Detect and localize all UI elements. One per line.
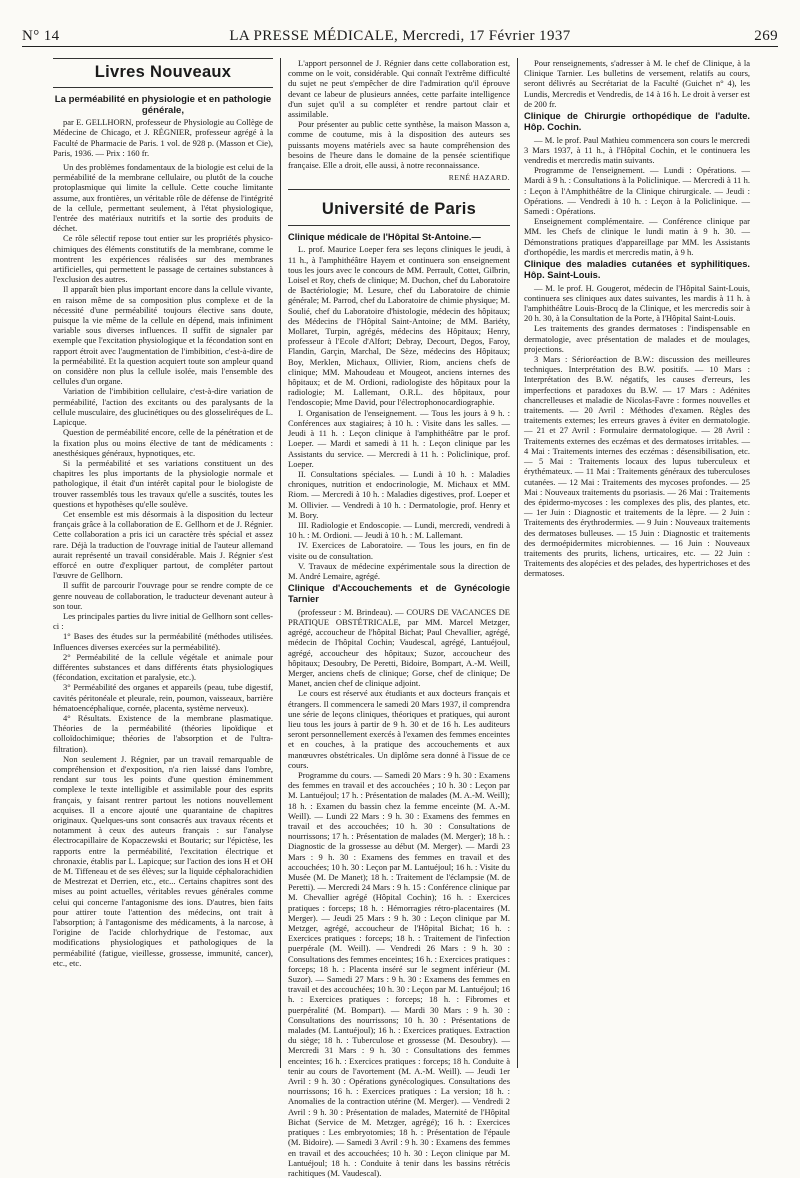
review-paragraph: Ce rôle sélectif repose tout entier sur les propriétés physico-chimiques des éléments constitutifs de la membrane, comme le montrent les expériences réalisées sur des membranes artificielles, qui permettent le passage de certaines substances à l'exclusion des autres.: [53, 233, 273, 285]
clinic-paragraph: Le cours est réservé aux étudiants et aux docteurs français et étrangers. Il commencera le samedi 20 Mars 1937, il comprendra une série de leçons cliniques, théoriques et pratiques, qui auront lieu tous les jours à partir de 9 h. 30 et de 16 h. Les auditeurs seront personnellement exercés à l'examen des femmes enceintes et en couches, à la pratique des accouchements et aux manœuvres obstétricales. Un diplôme sera donné à l'issue de ce cours.: [288, 688, 510, 770]
clinic-paragraph: Programme de l'enseignement. — Lundi : Opérations. — Mardi à 9 h. : Consultations à la Policlinique. — Mercredi à 11 h. : Leçon à l'Amphithéâtre de la Clinique chirurgicale. — Jeudi : Opérations. — Vendredi à 10 h. : Leçon à la Policlinique. — Samedi : Opérations.: [524, 165, 750, 217]
issue-number: N° 14: [22, 28, 60, 44]
clinic-paragraph: Programme du cours. — Samedi 20 Mars : 9 h. 30 : Examens des femmes en travail et des accouchées ; 10 h. 30 : Leçon par M. Lantuéjoul; 17 h. : Présentation de malades (M. A.-M. Weill); 18 h. : Examen du bassin chez la femme enceinte (M. A.-M. Weill). — Lundi 22 Mars : 9 h. 30 : Examens des femmes en travail et des accouchées; 10 h. 30 : Consultations de nourrissons; 17 h. : Présentation de malades (M. Merger); 18 h. : Diagnostic de la grossesse au début (M. Merger). — Mardi 23 Mars : 9 h. 30 : Examens des femmes en travail et des accouchées; 10 h. 30 : Leçon par M. Lantuéjoul; 16 h. : Visite du Musée (M. De Manet); 18 h. : Traitement de l'éclampsie (M. de Peretti). — Mercredi 24 Mars : 9 h. 15 : Conférence clinique par M. Chevallier agrégé (Hôpital Cochin); 16 h. : Exercices pratiques : forceps; 18 h. : Hémorragies rétro-placentaires (M. Merger). — Jeudi 25 Mars : 9 h. 30 : Leçon clinique par M. Metzger, agrégé, accoucheur de l'Hôpital Bichat; 16 h. : Exercices pratiques : forceps; 18 h. : Traitement de l'infection puerpérale (M. Weill). — Vendredi 26 Mars : 9 h. 30 : Consultations des femmes enceintes; 16 h. : Exercices pratiques : forceps; 18 h. : Placenta inséré sur le segment inférieur (M. Suzor). — Samedi 27 Mars : 9 h. 30 : Examens des femmes en travail et des accouchées; 10 h. 30 : Leçon par M. Lantuéjoul; 16 h. : Exercices pratiques : forceps; 18 h. : Fibromes et puerpéralité (M. Bompart). — Mardi 30 Mars : 9 h. 30 : Consultations des nourrissons; 10 h. 30 : Présentations de malades (M. Lantuéjoul); 16 h. : Exercices pratiques. Extraction du siège; 18 h. : Tuberculose et grossesse (M. Desoubry). — Mercredi 31 Mars : 9 h. 30 : Consultations des femmes enceintes; 16 h. : Exercices pratiques : forceps; 18 h. Conduite à tenir au cours de l'avortement (M. A.-M. Weill). — Jeudi 1er Avril : 9 h. 30 : Opérations gynécologiques. Consultations des nourrissons; 16 h. : Exercices pratiques : La version; 18 h. : Anomalies de la contraction utérine (M. Merger). — Vendredi 2 Avril : 9 h. 30 : Présentation de malades, Maternité de l'Hôpital Bichat (Service de M. Metzger, agrégé); 16 h. : Exercices pratiques : Les embryotomies; 18 h. : Présentation de l'épaule (M. Bidoire). — Samedi 3 Avril : 9 h. 30 : Examens des femmes en travail et des accouchées; 10 h. 30 : Leçon clinique par M. Lantuéjoul; 18 h. : Conduite à tenir dans les bassins rétrécis rachitiques (M. Vaudescal).: [288, 769, 510, 1178]
section-rule: [288, 225, 510, 226]
clinic-paragraph: L. prof. Maurice Loeper fera ses leçons cliniques le jeudi, à 11 h., à l'amphithéâtre Hayem et continuera son enseignement tous les jours avec le concours de MM. Perrault, Cottet, Gilbrin, Loisel et Roy, chefs de clinique; M. Duchon, chef du Laboratoire de Bactériologie; M. Lesure, chef du Laboratoire de chimie générale; M. Parrod, chef du Laboratoire de chimie physique; M. Soulié, chef du Laboratoire d'histologie, médecin des hôpitaux; des Médecins de l'Hôpital Saint-Antoine; de MM. Bariéty, Mollaret, Turpin, agrégés, médecins des Hôpitaux; Henry, professeur à l'Ecole d'Alfort; Debray, Decourt, Degos, Faroy, Flandin, Garçin, Marchal, De Sèze, médecins des Hôpitaux; Boy, Merklen, Michaux, Ollivier, Riom, anciens chefs de clinique; MM. Mahoudeau et Mougeot, anciens internes des hôpitaux; et de M. Ordioni, radiologiste des hôpitaux pour la radiologie; M. Lallemant, O.R.L. des hôpitaux, pour l'endoscopie; Mme David, pour l'électrophonocardiographie.: [288, 244, 510, 408]
review-paragraph: Si la perméabilité et ses variations constituent un des chapitres les plus importants de la physiologie normale et pathologique, il était d'un intérêt capital pour le biologiste de trouver rassemblés tous les travaux qu'elle a suscités, toutes les questions et hypothèses qu'elle soulève.: [53, 457, 273, 509]
book-title: La perméabilité en physiologie et en pathologie générale,: [54, 94, 272, 117]
clinic-heading: Clinique de Chirurgie orthopédique de l'adulte. Hôp. Cochin.: [524, 111, 750, 132]
review-paragraph: Il apparaît bien plus important encore dans la cellule vivante, en raison même de sa composition plus complexe et de la nécessité d'une perméabilité toujours élective sans doute, puisque la vie même de la cellule en dépend, mais infiniment variable sous diverses influences. Il suffit de signaler par exemple que l'excitation physiologique et la fécondation sont en rapport étroit avec l'augmentation de l'imbibition, c'est-à-dire de la perméabilité. Et la question acquiert toute son ampleur quand on considère non plus la cellule isolée, mais l'ensemble des cellules d'un organe.: [53, 284, 273, 387]
review-paragraph: 2° Perméabilité de la cellule végétale et animale pour différentes substances et dans différents états physiologiques (fécondation, excitation et paralysie, etc.).: [53, 651, 273, 683]
clinic-heading: Clinique médicale de l'Hôpital St-Antoine.—: [288, 231, 481, 242]
clinic-paragraph: V. Travaux de médecine expérimentale sous la direction de M. André Lemaire, agrégé.: [288, 560, 510, 581]
review-paragraph: Les principales parties du livre initial de Gellhorn sont celles-ci :: [53, 610, 273, 632]
review-paragraph: Variation de l'imbibition cellulaire, c'est-à-dire variation de perméabilité, l'action des excitants ou des paralysants de la cellule musculaire, des glucinétiques ou des glosseliréques de L. Lapicque.: [53, 386, 273, 428]
review-paragraph: 3° Perméabilité des organes et appareils (peau, tube digestif, cavités péritonéale et pleurale, rein, poumon, vaisseaux, barrière hématoencéphalique, cornée, placenta, système nerveux).: [53, 682, 273, 713]
section-rule: [53, 87, 273, 88]
review-paragraph: 4° Résultats. Existence de la membrane plasmatique. Théories de la perméabilité (théories lipoïdique et colloïdochimique; théories de l'absorption et de l'ultra-filtration).: [53, 712, 273, 754]
page-header: [22, 24, 778, 46]
review-signature: RENÉ HAZARD.: [448, 173, 510, 183]
clinic-paragraph: — M. le prof. H. Gougerot, médecin de l'Hôpital Saint-Louis, continuera ses cliniques aux dates suivantes, les mardis à 11 h. à l'amphithéâtre Louis-Brocq de la Clinique, et les mercredis soir à 20 h. 30, à la Consultation de la Porte, à l'Hôpital Saint-Louis.: [524, 282, 750, 324]
clinic-paragraph: I. Organisation de l'enseignement. — Tous les jours à 9 h. : Conférences aux stagiaires; à 10 h. : Visite dans les salles. — Jeudi à 11 h. : Leçon clinique à l'amphithéâtre par le prof. Loeper. — Mardi et samedi à 11 h. : Leçon clinique par les Assistants du service. — Mercredi à 11 h. : Policlinique, prof. Loeper.: [288, 407, 510, 469]
header-rule: [22, 46, 778, 47]
clinic-paragraph: Les traitements des grandes dermatoses : l'indispensable en dermatologie, avec présentation de malades et de moulages, projections.: [524, 323, 750, 354]
column-divider: [280, 58, 281, 1068]
column-divider: [517, 58, 518, 1068]
clinic-paragraph: Pour renseignements, s'adresser à M. le chef de Clinique, à la Clinique Tarnier. Les bulletins de versement, relatifs au cours, seront délivrés au Secrétariat de la Faculté (Guichet n° 4), les Lundis, Mercredis et Vendredis, de 14 à 16 h. Le droit à verser est de 200 fr.: [524, 58, 750, 109]
column-1: [53, 58, 273, 1068]
journal-title: LA PRESSE MÉDICALE, Mercredi, 17 Février 1937: [229, 28, 571, 44]
livres-section-title: Livres Nouveaux: [94, 63, 232, 81]
clinic-heading: Clinique des maladies cutanées et syphilitiques. Hôp. Saint-Louis.: [524, 259, 750, 280]
clinic-paragraph: II. Consultations spéciales. — Lundi à 10 h. : Maladies chroniques, nutrition et endocrinologie, M. Michaux et MM. Riom. — Mercredi à 10 h. : Maladies digestives, prof. Loeper et M. Ollivier. — Vendredi à 10 h. : Dermatologie, prof. Henry et M. Bory.: [288, 468, 510, 520]
review-paragraph: Question de perméabilité encore, celle de la pénétration et de la fixation plus ou moins élective de tant de médicaments : anesthésiques généraux, hypnotiques, etc.: [53, 427, 273, 458]
column-2: [288, 58, 510, 1178]
clinic-paragraph: III. Radiologie et Endoscopie. — Lundi, mercredi, vendredi à 10 h. : M. Ordioni. — Jeudi à 10 h. : M. Lallemant.: [288, 519, 510, 541]
review-paragraph: Il suffit de parcourir l'ouvrage pour se rendre compte de ce genre nouveau de collaboration, le traducteur devenant auteur à son tour.: [53, 580, 273, 611]
clinic-paragraph: — M. le prof. Paul Mathieu commencera son cours le mercredi 3 Mars 1937, à 11 h., à l'Hôpital Cochin, et le continuera les vendredis et mercredis matin suivants.: [524, 134, 750, 166]
clinic-paragraph: 3 Mars : Sérioréaction de B.W.: discussion des meilleures techniques. Interprétation des B.W. positifs. — 10 Mars : Interprétation des B.W. négatifs, les causes d'erreurs, les imperfections et paradoxes du B.W. — 17 Mars : Adénites chancrelleuses et maladie de Nicolas-Favre : formes nouvelles et traitements. — 20 Avril : Méthodes d'examen. Règles des traitements externes; les erreurs graves à éviter en dermatologie. — 21 et 27 Avril : Formulaire dermatologique. — 28 Avril : Traitements externes des eczémas et des dermatoses irritables. — 4 Mai : Traitements internes des eczémas : désensibilisation, etc. — 5 Mai : Traitements locaux des lupus tuberculeux et érythémateux. — 11 Mai : Traitements généraux des tuberculoses cutanées. — 12 Mai : Traitements des mycoses profondes. — 25 Mai : Nouveaux traitements du psoriasis. — 26 Mai : Traitements des épidermo-mycoses : les complexes des plis, des plantes, etc. — 1er Juin : Diagnostic et traitements de la lèpre. — 2 Juin : Traitements des érythrodermies. — 9 Juin : Nouveaux traitements des dermatoses bulleuses. — 15 Juin : Diagnostic et traitements des dermoépidermites microbiennes. — 16 Juin : Nouveaux traitements des prurits, lichens, urticaires, etc. — 22 Juin : Traitements des alopécies et des pelades, des hypertrichoses et des dermatoses.: [524, 354, 750, 579]
clinic-paragraph: (professeur : M. Brindeau). — COURS DE VACANCES DE PRATIQUE OBSTÉTRICALE, par MM. Marcel Metzger, agrégé, accoucheur de l'hôpital Bichat; Paul Chevallier, agrégé, médecin de l'hôpital Cochin; Vaudescal, agrégé, Lantuéjoul, agrégé, accoucheur des hôpitaux; Suzor, accoucheur des hôpitaux; Desoubry, De Peretti, Bidoire, Bompart, A.-M. Weill, Merger, anciens chefs de clinique; Gorse, chef de clinique; De Manet, ancien chef de clinique adjoint.: [288, 606, 510, 689]
column-3: [524, 58, 750, 1068]
review-paragraph: 1° Bases des études sur la perméabilité (méthodes utilisées. Influences diverses exercées sur la perméabilité).: [53, 631, 273, 652]
review-paragraph: Un des problèmes fondamentaux de la biologie est celui de la perméabilité de la membrane cellulaire, ou plutôt de la couche protoplasmique qui limite la cellule. Cette couche limitante assume, aux frontières, un véritable rôle de défense de l'intégrité de la cellule, permettant seulement, à l'état physiologique, l'entrée des matériaux nutritifs et la sortie des produits de déchet.: [53, 162, 273, 234]
section-rule: [288, 189, 510, 190]
clinic-paragraph: Enseignement complémentaire. — Conférence clinique par MM. les Chefs de clinique le lundi matin à 9 h. 30. — Démonstrations pratiques d'appareillage par MM. les Assistants d'orthopédie, les mardis et mercredis matin, à 9 h.: [524, 216, 750, 257]
page-number: 269: [754, 28, 778, 44]
clinic-paragraph: IV. Exercices de Laboratoire. — Tous les jours, en fin de visite ou de consultation.: [288, 540, 510, 561]
review-paragraph: Non seulement J. Régnier, par un travail remarquable de compréhension et d'exposition, n'a rien laissé dans l'ombre, rendant sur tous les points d'une question éminemment complexe le texte intelligible et assimilable pour des esprits français, y faisant rentrer partout les notions nouvellement acquises. Il a encore ajouté une quarantaine de chapitres originaux. Quelques-uns sont consacrés aux travaux récents et notamment à ceux des auteurs français : sur l'analyse électrocapillaire de Kopaczewski et Boutaric; sur l'épictèse, les rapports entre la perméabilité, l'excitation électrique et chronaxie, établis par L. Lapicque; sur l'action des ions H et OH de M. Tiffeneau et de ses élèves; sur la liquide céphalorachidien de Mestrezat et Derrien, etc., etc... Certains chapitres sont des mises au point actuelles, véritables revues générales comme celui qui concerne l'antagonisme des ions. D'autres, bien faits pour attirer toute l'attention des médecins, ont trait à l'absorption; à l'antagonisme des médicaments, à la narcose, à l'origine de l'acide chlorhydrique de l'estomac, aux modifications physiologiques et pathologiques de la perméabilité (fatigue, vieillesse, grossesse, immunité, cancer), etc., etc.: [53, 753, 273, 968]
clinic-heading: Clinique d'Accouchements et de Gynécologie Tarnier: [288, 583, 510, 604]
section-rule: [53, 58, 273, 59]
review-paragraph: Cet ensemble est mis désormais à la disposition du lecteur français grâce à la collaboration de E. Gellhorn et de J. Régnier. Cette collaboration a pris ici un caractère très spécial et assez rare. Déjà la traduction de l'ouvrage initial de l'auteur allemand aurait représenté un travail considérable. Mais J. Régnier s'est efforcé en outre d'expliquer partout, de compléter partout l'œuvre de Gellhorn.: [53, 508, 273, 581]
universite-section-title: Université de Paris: [321, 200, 477, 219]
book-info: par E. GELLHORN, professeur de Physiologie au Collège de Médecine de Chicago, et J. RÉGNIER, professeur agrégé à la Faculté de Pharmacie de Paris. 1 vol. de 928 p. (Masson et Cie), Paris, 1936. — Prix : 160 fr.: [53, 117, 273, 158]
review-paragraph: L'apport personnel de J. Régnier dans cette collaboration est, comme on le voit, considérable. Qui connaît l'extrême difficulté du sujet ne peut s'empêcher de dire l'admiration qu'il éprouve devant ce labeur de plusieurs années, cette parfaite intelligence d'un sujet qu'il a su compléter et rendre partout clair et assimilable.: [288, 58, 510, 120]
review-paragraph: Pour présenter au public cette synthèse, la maison Masson a, comme de coutume, mis à la disposition des auteurs ses puissants moyens matériels avec sa haute compréhension des besoins de l'heure dans le domaine de la pensée scientifique française. Elle a droit, elle aussi, à notre reconnaissance.: [288, 119, 510, 171]
